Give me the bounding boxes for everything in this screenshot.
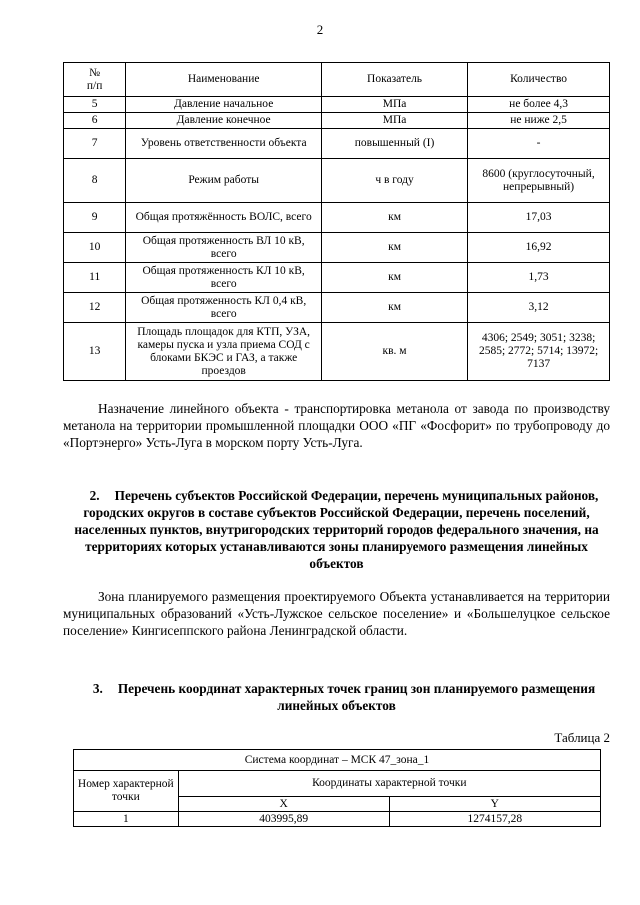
col-header-number: № п/п bbox=[64, 63, 126, 97]
row-name: Общая протяженность КЛ 0,4 кВ, всего bbox=[126, 293, 322, 323]
table-2-caption: Таблица 2 bbox=[554, 730, 610, 745]
row-name: Давление конечное bbox=[126, 113, 322, 129]
row-quantity: 17,03 bbox=[468, 203, 610, 233]
y-header: Y bbox=[389, 797, 600, 812]
point-number-header: Номер характерной точки bbox=[74, 771, 179, 812]
parameters-table bbox=[63, 62, 610, 381]
table-row bbox=[64, 97, 610, 113]
coordinate-system-label: Система координат – МСК 47_зона_1 bbox=[74, 750, 601, 771]
col-header-indicator: Показатель bbox=[321, 63, 467, 97]
section-3-title: Перечень координат характерных точек границ зон планируемого размещения линейных объектов bbox=[117, 681, 596, 713]
row-indicator: км bbox=[321, 233, 467, 263]
row-name: Общая протяженность КЛ 10 кВ, всего bbox=[126, 263, 322, 293]
section-3-number: 3. bbox=[92, 681, 103, 696]
row-name: Уровень ответственности объекта bbox=[126, 129, 322, 159]
x-header: X bbox=[178, 797, 389, 812]
row-name: Режим работы bbox=[126, 159, 322, 203]
point-number: 1 bbox=[74, 812, 179, 827]
coordinates-header: Координаты характерной точки bbox=[178, 771, 600, 797]
row-name: Общая протяженность ВЛ 10 кВ, всего bbox=[126, 233, 322, 263]
row-quantity: не ниже 2,5 bbox=[468, 113, 610, 129]
table-row bbox=[64, 159, 610, 203]
table-row bbox=[64, 113, 610, 129]
x-coordinate: 403995,89 bbox=[178, 812, 389, 827]
table-row bbox=[64, 129, 610, 159]
row-number: 9 bbox=[64, 203, 126, 233]
table-row bbox=[64, 263, 610, 293]
table-row bbox=[64, 203, 610, 233]
col-header-name: Наименование bbox=[126, 63, 322, 97]
row-indicator: км bbox=[321, 293, 467, 323]
coordinates-table bbox=[73, 749, 601, 827]
row-number: 10 bbox=[64, 233, 126, 263]
row-indicator: ч в году bbox=[321, 159, 467, 203]
row-number: 6 bbox=[64, 113, 126, 129]
row-indicator: кв. м bbox=[321, 323, 467, 381]
section-2-title: Перечень субъектов Российской Федерации, перечень муниципальных районов, городских округов в составе субъектов Российской Федерации, перечень поселений, населенных пунктов, внутригородских территорий городов федерального значения, на территориях которых устанавливаются зоны планируемого размещения линейных объектов bbox=[74, 488, 599, 571]
purpose-paragraph: Назначение линейного объекта - транспортировка метанола от завода по производству метанола на территории промышленной площадки ООО «ПГ «Фосфорит» по трубопроводу до «Портэнерго» Усть-Луга в морском порту Усть-Луга. bbox=[63, 401, 610, 450]
row-indicator: км bbox=[321, 203, 467, 233]
row-number: 13 bbox=[64, 323, 126, 381]
table-header-row bbox=[64, 63, 610, 97]
row-quantity: не более 4,3 bbox=[468, 97, 610, 113]
table-row bbox=[74, 812, 601, 827]
table-row bbox=[64, 233, 610, 263]
row-name: Общая протяжённость ВОЛС, всего bbox=[126, 203, 322, 233]
row-quantity: 4306; 2549; 3051; 3238; 2585; 2772; 5714; 13972; 7137 bbox=[468, 323, 610, 381]
row-indicator: МПа bbox=[321, 113, 467, 129]
row-quantity: 3,12 bbox=[468, 293, 610, 323]
row-name: Площадь площадок для КТП, УЗА, камеры пуска и узла приема СОД с блоками БКЭС и ГАЗ, а также проездов bbox=[126, 323, 322, 381]
row-number: 12 bbox=[64, 293, 126, 323]
row-indicator: МПа bbox=[321, 97, 467, 113]
row-quantity: 8600 (круглосуточный, непрерывный) bbox=[468, 159, 610, 203]
row-number: 7 bbox=[64, 129, 126, 159]
row-number: 8 bbox=[64, 159, 126, 203]
row-indicator: км bbox=[321, 263, 467, 293]
row-number: 11 bbox=[64, 263, 126, 293]
section-2-heading bbox=[63, 487, 610, 572]
zone-paragraph: Зона планируемого размещения проектируемого Объекта устанавливается на территории муниципальных образований «Усть-Лужское сельское поселение» и «Большелуцкое сельское поселение» Кингисеппского района Ленинградской области. bbox=[63, 589, 610, 638]
row-name: Давление начальное bbox=[126, 97, 322, 113]
table-row bbox=[64, 293, 610, 323]
row-quantity: - bbox=[468, 129, 610, 159]
table-row bbox=[64, 323, 610, 381]
row-indicator: повышенный (I) bbox=[321, 129, 467, 159]
coordinate-system-row bbox=[74, 750, 601, 771]
row-quantity: 16,92 bbox=[468, 233, 610, 263]
y-coordinate: 1274157,28 bbox=[389, 812, 600, 827]
section-3-heading bbox=[63, 680, 610, 714]
row-quantity: 1,73 bbox=[468, 263, 610, 293]
page-number: 2 bbox=[316, 22, 324, 37]
col-header-quantity: Количество bbox=[468, 63, 610, 97]
row-number: 5 bbox=[64, 97, 126, 113]
section-2-number: 2. bbox=[89, 488, 100, 503]
